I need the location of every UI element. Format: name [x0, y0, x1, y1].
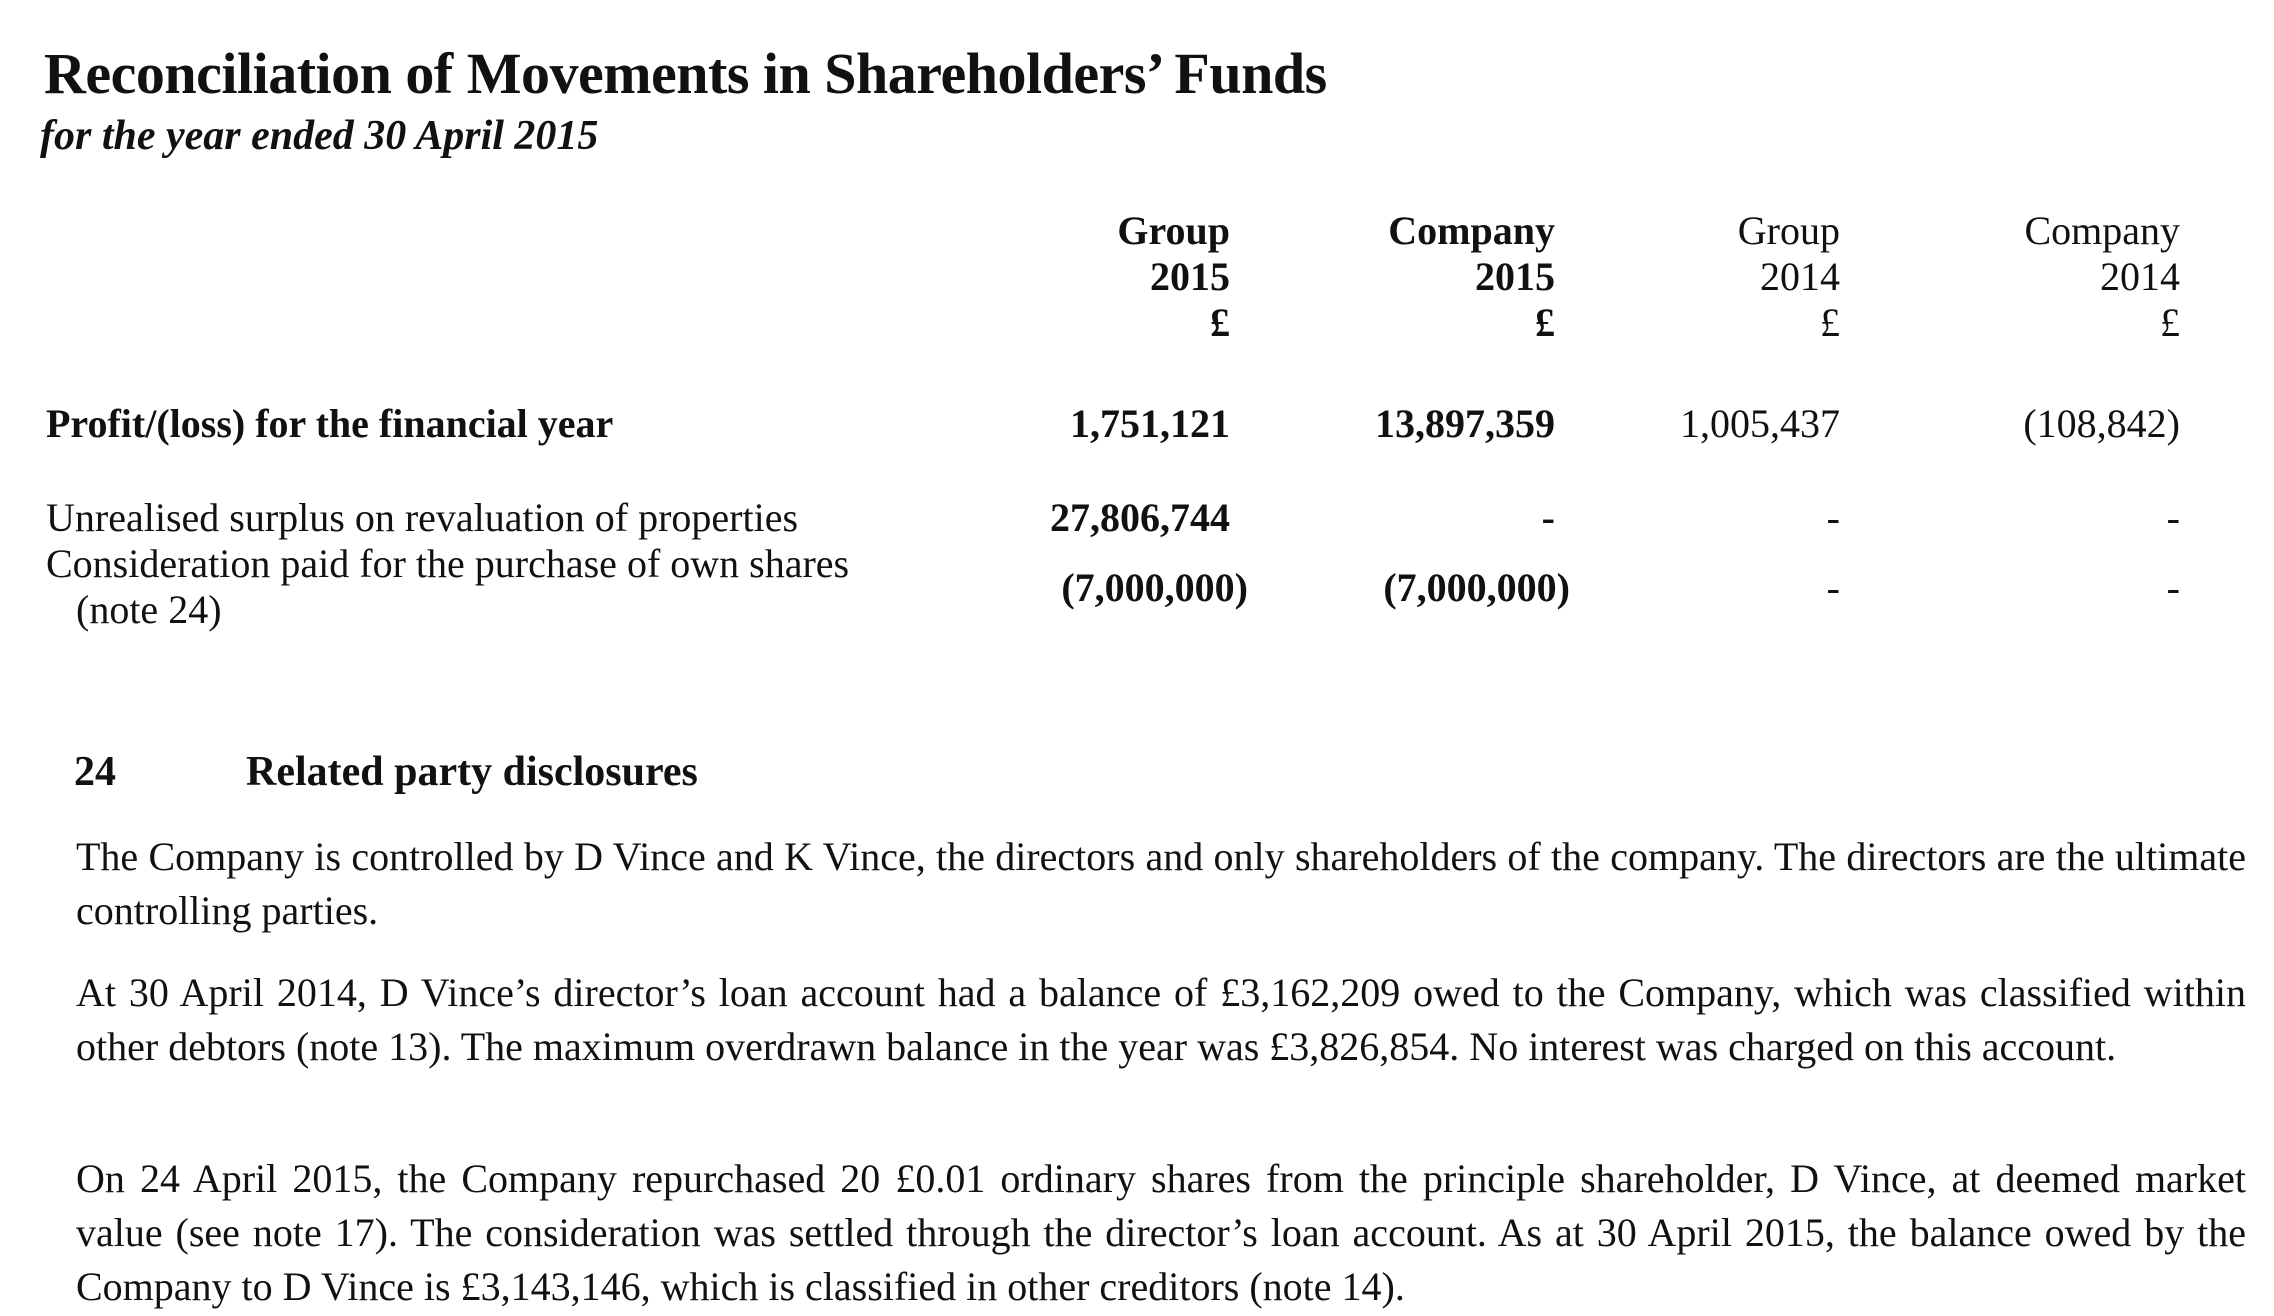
section-number: 24 [74, 749, 116, 795]
section-title: Related party disclosures [246, 749, 698, 795]
paragraph: The Company is controlled by D Vince and K Vince, the directors and only shareholders of the company. The directors are the ultimate controlling parties. [76, 834, 2246, 933]
table-cell: 1,751,121 [1070, 401, 1230, 446]
table-cell: (7,000,000) [1061, 565, 1248, 610]
row-label-consideration-paid: Consideration paid for the purchase of own shares [46, 541, 850, 586]
column-year: 2015 [1150, 254, 1230, 299]
paragraph: At 30 April 2014, D Vince’s director’s loan account had a balance of £3,162,209 owed to the Company, which was classified within other debtors (note 13). The maximum overdrawn balance in the year was £3,826,854. No interest was charged on this account. [76, 970, 2246, 1069]
table-cell: - [2166, 495, 2180, 540]
column-header-company-2014 [1920, 208, 2180, 346]
table-cell: 1,005,437 [1680, 401, 1840, 446]
column-year: 2014 [2100, 254, 2180, 299]
column-entity: Group [1737, 208, 1840, 253]
column-unit: £ [2160, 300, 2180, 345]
column-entity: Group [1117, 208, 1230, 253]
column-header-group-2015 [970, 208, 1230, 346]
column-year: 2015 [1475, 254, 1555, 299]
table-cell: (7,000,000) [1383, 565, 1570, 610]
table-cell: - [2166, 565, 2180, 610]
paragraph: On 24 April 2015, the Company repurchased 20 £0.01 ordinary shares from the principle shareholder, D Vince, at deemed market value (see note 17). The consideration was settled through the director’s loan account. As at 30 April 2015, the balance owed by the Company to D Vince is £3,143,146, which is classified in other creditors (note 14). [76, 1156, 2246, 1309]
table-cell: - [1826, 495, 1840, 540]
column-unit: £ [1820, 300, 1840, 345]
table-cell: - [1541, 495, 1555, 540]
page-title: Reconciliation of Movements in Shareholders’ Funds [44, 41, 1327, 106]
row-label-note-ref: (note 24) [76, 587, 222, 632]
column-year: 2014 [1760, 254, 1840, 299]
table-cell: - [1826, 565, 1840, 610]
column-entity: Company [1388, 208, 1555, 253]
column-header-group-2014 [1580, 208, 1840, 346]
row-label-unrealised-surplus: Unrealised surplus on revaluation of properties [46, 495, 799, 540]
table-cell: (108,842) [2023, 401, 2180, 446]
row-label-profit-loss: Profit/(loss) for the financial year [46, 401, 614, 446]
column-unit: £ [1535, 300, 1555, 345]
table-cell: 27,806,744 [1050, 495, 1230, 540]
column-unit: £ [1210, 300, 1230, 345]
column-header-company-2015 [1295, 208, 1555, 346]
table-cell: 13,897,359 [1375, 401, 1555, 446]
column-entity: Company [2024, 208, 2180, 253]
page-subtitle: for the year ended 30 April 2015 [40, 113, 599, 159]
